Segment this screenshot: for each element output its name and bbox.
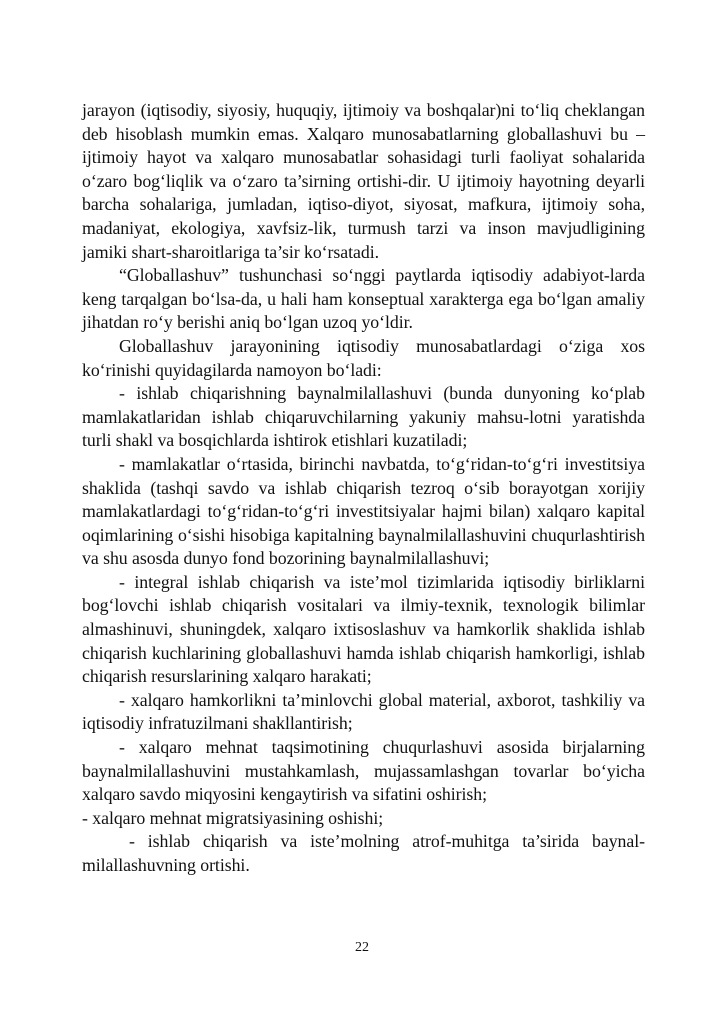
list-item-exchange-internationalization: - xalqaro mehnat taqsimotining chuqurlashuvi asosida birjalarning baynalmilallashuvini mustahkamlash, mujassamlashgan tovarlar bo‘yicha xalqaro savdo miqyosini kengaytirish va sifatini oshirish; <box>82 737 645 805</box>
list-item-production-internationalization: - ishlab chiqarishning baynalmilallashuvi (bunda dunyoning ko‘plab mamlakatlaridan ishlab chiqaruvchilarning yakuniy mahsu-lotni yaratishda turli shakl va bosqichlarda ishtirok etishlari kuzatiladi; <box>82 383 645 451</box>
page-number: 22 <box>355 940 369 955</box>
list-item-labor-migration: - xalqaro mehnat migratsiyasining oshishi; <box>82 807 384 828</box>
paragraph-globalization-intro: jarayon (iqtisodiy, siyosiy, huquqiy, ijtimoiy va boshqalar)ni to‘liq cheklangan deb hisoblash mumkin emas. Xalqaro munosabatlarning globallashuvi bu – ijtimoiy hayot va xalqaro munosabatlar sohasidagi turli faoliyat sohalarida o‘zaro bog‘liqlik va o‘zaro ta’sirning ortishi-dir. U ijtimoiy hayotning deyarli barcha sohalariga, jumladan, iqtiso-diyot, siyosat, mafkura, ijtimoiy soha, madaniyat, ekologiya, xavfsiz-lik, turmush tarzi va inson mavjudligining jamiki shart-sharoitlariga ta’sir ko‘rsatadi. <box>82 100 645 262</box>
list-item-productive-forces-globalization: - integral ishlab chiqarish va iste’mol tizimlarida iqtisodiy birliklarni bog‘lovchi ishlab chiqarish vositalari va ilmiy-texnik, texnologik bilimlar almashinuvi, shuningdek, xalqaro ixtisoslashuv va hamkorlik shaklida ishlab chiqarish kuchlarining globallashuvi hamda ishlab chiqarish hamkorligi, ishlab chiqarish resurslarining xalqaro harakati; <box>82 571 645 687</box>
list-item-environmental-impact: - ishlab chiqarish va iste’molning atrof-muhitga ta’sirida baynal-milallashuvning ortishi. <box>82 831 645 875</box>
list-item-capital-internationalization: - mamlakatlar o‘rtasida, birinchi navbatda, to‘g‘ridan-to‘g‘ri investitsiya shaklida (tashqi savdo va ishlab chiqarish tezroq o‘sib borayotgan xorijiy mamlakatlardagi to‘g‘ridan-to‘g‘ri investitsiyalar hajmi bilan) xalqaro kapital oqimlarining o‘sishi hisobiga kapitalning baynalmilallashuvini chuqurlashtirish va shu asosda dunyo fond bozorining baynalmilallashuvi; <box>82 453 645 569</box>
paragraph-globalization-concept: “Globallashuv” tushunchasi so‘nggi paytlarda iqtisodiy adabiyot-larda keng tarqalgan bo‘lsa-da, u hali ham konseptual xarakterga ega bo‘lgan amaliy jihatdan ro‘y berishi aniq bo‘lgan uzoq yo‘ldir. <box>82 265 645 333</box>
paragraph-economic-manifestation: Globallashuv jarayonining iqtisodiy munosabatlardagi o‘ziga xos ko‘rinishi quyidagilarda namoyon bo‘ladi: <box>82 335 645 380</box>
document-body <box>82 99 645 878</box>
list-item-global-infrastructure: - xalqaro hamkorlikni ta’minlovchi global material, axborot, tashkiliy va iqtisodiy infratuzilmani shakllantirish; <box>82 689 645 734</box>
